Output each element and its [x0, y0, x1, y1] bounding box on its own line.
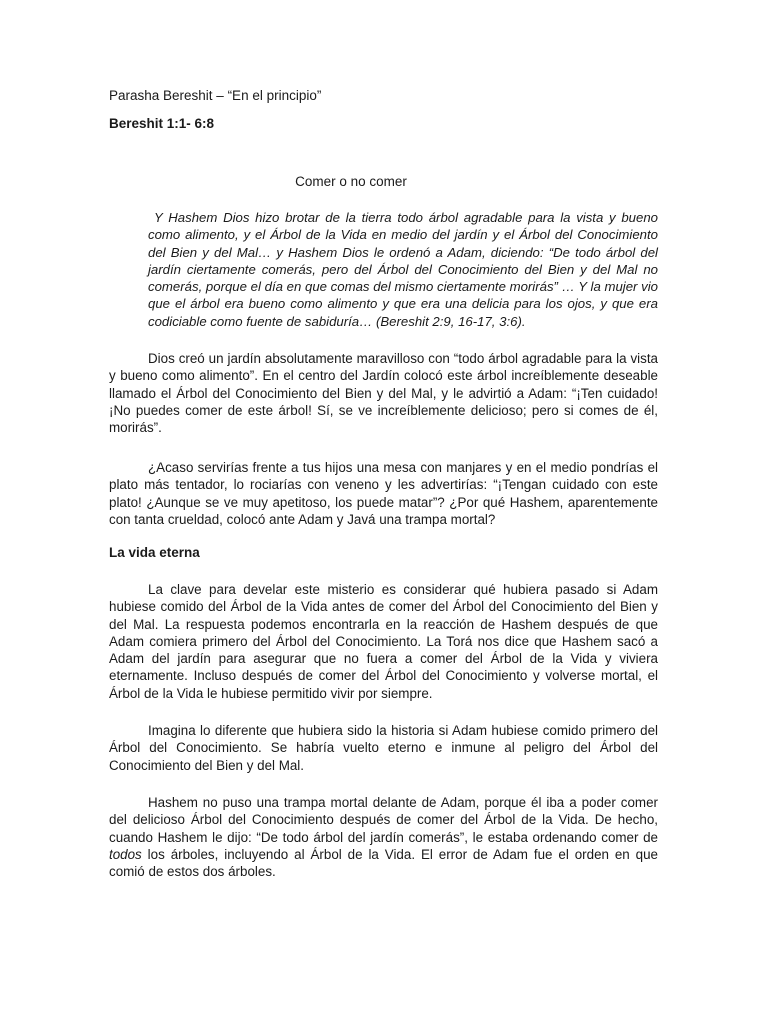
paragraph-5-text-end: los árboles, incluyendo al Árbol de la Vida. El error de Adam fue el orden en que comió de estos dos árboles.: [109, 846, 658, 880]
section-title: Comer o no comer: [295, 174, 407, 189]
paragraph-2: ¿Acaso servirías frente a tus hijos una mesa con manjares y en el medio pondrías el plato más tentador, lo rociarías con veneno y les advertirías: “¡Tengan cuidado con este plato! ¿Aunque se ve muy apetitoso, los puede matar”? ¿Por qué Hashem, aparentemente con tanta crueldad, colocó ante Adam y Javá una trampa mortal?: [109, 460, 658, 527]
document-title: Parasha Bereshit – “En el principio”: [109, 88, 322, 103]
paragraph-4: Imagina lo diferente que hubiera sido la historia si Adam hubiese comido primero del Árbol del Conocimiento. Se habría vuelto eterno e inmune al peligro del Árbol del Conocimiento del Bien y del Mal.: [109, 723, 658, 773]
paragraph-3: La clave para develar este misterio es considerar qué hubiera pasado si Adam hubiese comido del Árbol de la Vida antes de comer del Árbol del Conocimiento del Bien y del Mal. La respuesta podemos encontrarla en la reacción de Hashem después de que Adam comiera primero del Árbol del Conocimiento. La Torá nos dice que Hashem sacó a Adam del jardín para asegurar que no fuera a comer del Árbol de la Vida y viviera eternamente. Incluso después de comer del Árbol del Conocimiento y volverse mortal, el Árbol de la Vida le hubiese permitido vivir por siempre.: [109, 582, 658, 701]
paragraph-1: Dios creó un jardín absolutamente maravilloso con “todo árbol agradable para la vista y bueno como alimento”. En el centro del Jardín colocó este árbol increíblemente deseable llamado el Árbol del Conocimiento del Bien y del Mal, y le advirtió a Adam: “¡Ten cuidado! ¡No puedes comer de este árbol! Sí, se ve increíblemente delicioso; pero si comes de él, morirás”.: [109, 351, 658, 436]
paragraph-5-text: Hashem no puso una trampa mortal delante de Adam, porque él iba a poder comer del delicioso Árbol del Conocimiento después de comer del Árbol de la Vida. De hecho, cuando Hashem le dijo: “De todo árbol del jardín comerás”, le estaba ordenando comer de: [109, 795, 658, 845]
subheading-la-vida-eterna: La vida eterna: [109, 545, 200, 560]
scripture-reference: Bereshit 1:1- 6:8: [109, 116, 215, 131]
paragraph-5: [109, 794, 658, 880]
scripture-quote: Y Hashem Dios hizo brotar de la tierra todo árbol agradable para la vista y bueno como alimento, y el Árbol de la Vida en medio del jardín y el Árbol del Conocimiento del Bien y del Mal… y Hashem Dios le ordenó a Adam, diciendo: “De todo árbol del jardín ciertamente comerás, pero del Árbol del Conocimiento del Bien y del Mal no comerás, porque el día en que comas del mismo ciertamente morirás” … Y la mujer vio que el árbol era bueno como alimento y que era una delicia para los ojos, y que era codiciable como fuente de sabiduría… (Bereshit 2:9, 16-17, 3:6).: [148, 210, 658, 329]
paragraph-5-emphasis: todos: [109, 846, 142, 862]
